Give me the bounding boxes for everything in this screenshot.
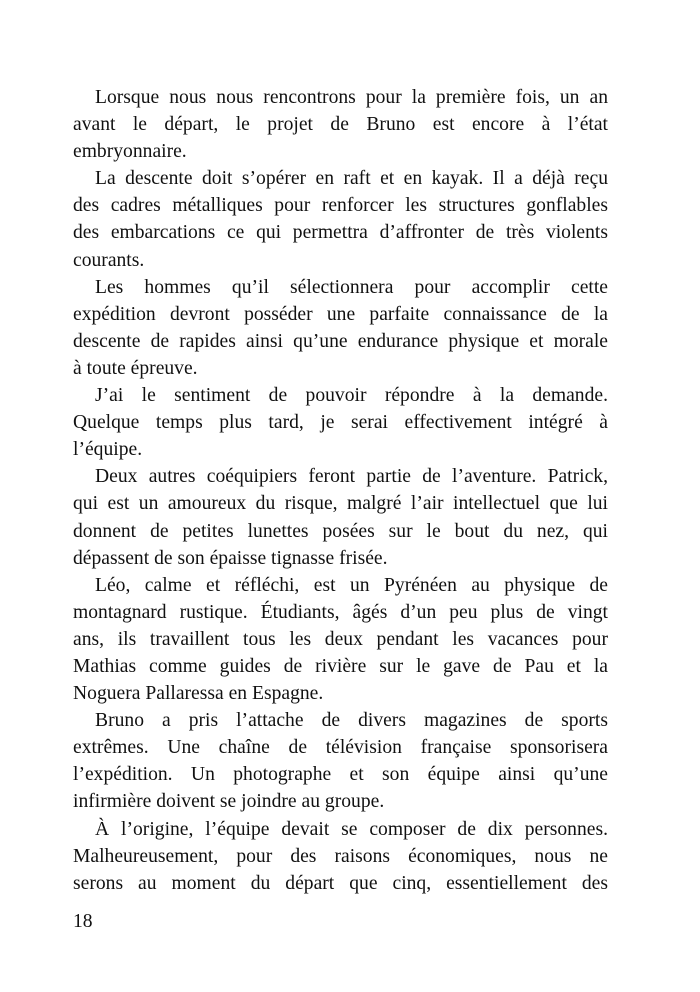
text-line: Mathias comme guides de rivière sur le gave de Pau et la	[73, 655, 608, 677]
text-line: infirmière doivent se joindre au groupe.	[73, 791, 385, 813]
paragraph	[73, 165, 608, 273]
text-line: extrêmes. Une chaîne de télévision française sponsorisera	[73, 737, 608, 759]
text-line: donnent de petites lunettes posées sur le bout du nez, qui	[73, 520, 608, 542]
text-line: Bruno a pris l’attache de divers magazines de sports	[95, 710, 608, 732]
text-line: des cadres métalliques pour renforcer les structures gonflables	[73, 195, 608, 217]
paragraph	[73, 572, 608, 707]
text-line: Lorsque nous nous rencontrons pour la première fois, un an	[95, 87, 608, 108]
text-line: Les hommes qu’il sélectionnera pour accomplir cette	[95, 276, 608, 298]
text-line: ans, ils travaillent tous les deux pendant les vacances pour	[73, 628, 608, 650]
text-line: montagnard rustique. Étudiants, âgés d’un peu plus de vingt	[73, 601, 608, 623]
text-line: embryonnaire.	[73, 141, 187, 163]
paragraph	[73, 274, 608, 382]
paragraph	[73, 707, 608, 815]
text-line: des embarcations ce qui permettra d’affronter de très violents	[73, 222, 608, 244]
paragraph	[73, 463, 608, 571]
text-line: dépassent de son épaisse tignasse frisée.	[73, 547, 388, 569]
text-line: expédition devront posséder une parfaite connaissance de la	[73, 303, 608, 325]
paragraph	[73, 816, 608, 897]
page-number: 18	[73, 911, 93, 932]
body-text	[73, 84, 608, 897]
text-line: l’équipe.	[73, 439, 143, 461]
text-line: à toute épreuve.	[73, 357, 198, 379]
text-line: Léo, calme et réfléchi, est un Pyrénéen au physique de	[95, 574, 608, 596]
text-line: Quelque temps plus tard, je serai effectivement intégré à	[73, 412, 608, 434]
text-line: serons au moment du départ que cinq, essentiellement des	[73, 872, 608, 894]
text-line: descente de rapides ainsi qu’une endurance physique et morale	[73, 330, 608, 352]
text-line: La descente doit s’opérer en raft et en kayak. Il a déjà reçu	[95, 168, 608, 190]
paragraph	[73, 382, 608, 463]
text-line: Deux autres coéquipiers feront partie de l’aventure. Patrick,	[95, 466, 608, 488]
text-line: qui est un amoureux du risque, malgré l’air intellectuel que lui	[73, 493, 608, 515]
paragraph	[73, 84, 608, 165]
text-line: J’ai le sentiment de pouvoir répondre à la demande.	[95, 385, 608, 407]
text-line: À l’origine, l’équipe devait se composer de dix personnes.	[95, 818, 608, 840]
text-line: courants.	[73, 249, 145, 271]
text-line: Noguera Pallaressa en Espagne.	[73, 683, 324, 705]
text-line: l’expédition. Un photographe et son équipe ainsi qu’une	[73, 764, 608, 786]
text-line: avant le départ, le projet de Bruno est encore à l’état	[73, 114, 608, 136]
text-line: Malheureusement, pour des raisons économiques, nous ne	[73, 845, 608, 867]
